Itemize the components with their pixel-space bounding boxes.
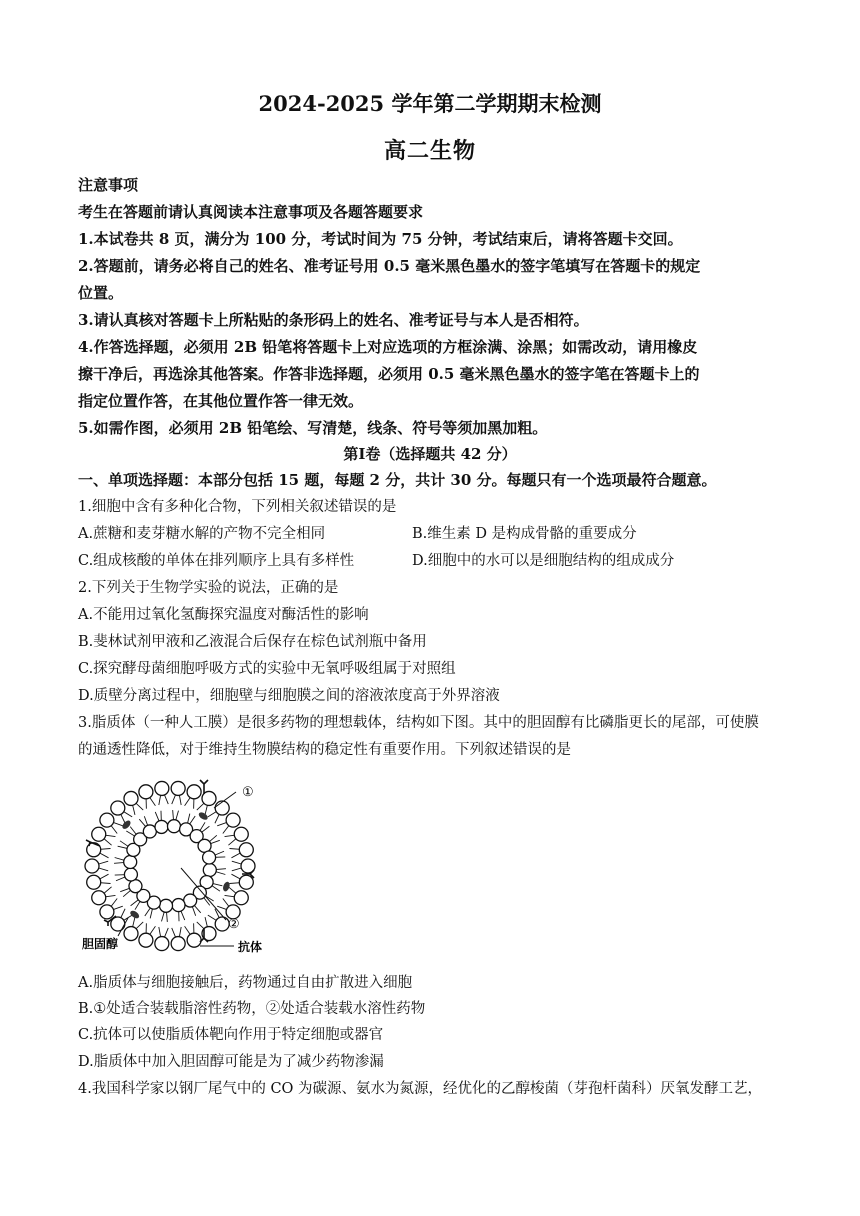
question-1-stem: 1.细胞中含有多种化合物，下列相关叙述错误的是 bbox=[78, 499, 397, 515]
notice-item: 5.如需作图，必须用 2B 铅笔绘、写清楚，线条、符号等须加黑加粗。 bbox=[78, 419, 548, 437]
phospholipid-head bbox=[124, 868, 137, 881]
phospholipid-head bbox=[239, 843, 253, 857]
exam-title: 2024-2025 学年第二学期期末检测 bbox=[258, 91, 602, 116]
phospholipid-head bbox=[171, 937, 185, 951]
notice-item: 指定位置作答，在其他位置作答一律无效。 bbox=[78, 392, 364, 410]
notice-intro: 考生在答题前请认真阅读本注意事项及各题答题要求 bbox=[78, 203, 424, 221]
notice-item: 位置。 bbox=[78, 284, 124, 302]
question-2-stem: 2.下列关于生物学实验的说法，正确的是 bbox=[78, 580, 339, 596]
phospholipid-head bbox=[172, 899, 185, 912]
phospholipid-head bbox=[100, 813, 114, 827]
antibody-label: 抗体 bbox=[238, 940, 263, 954]
question-3-stem-cont: 的通透性降低，对于维持生物膜结构的稳定性有重要作用。下列叙述错误的是 bbox=[78, 742, 571, 758]
notice-item: 2.答题前，请务必将自己的姓名、准考证号用 0.5 毫米黑色墨水的签字笔填写在答题卡的规定 bbox=[78, 257, 701, 275]
notice-heading: 注意事项 bbox=[78, 176, 139, 194]
q3-option-b: B.①处适合装载脂溶性药物，②处适合装载水溶性药物 bbox=[78, 1001, 426, 1017]
phospholipid-head bbox=[239, 875, 253, 889]
figure-label-1: ① bbox=[242, 785, 254, 800]
phospholipid-head bbox=[85, 859, 99, 873]
phospholipid-head bbox=[187, 933, 201, 947]
phospholipid-head bbox=[187, 785, 201, 799]
phospholipid-head bbox=[111, 801, 125, 815]
phospholipid-head bbox=[155, 937, 169, 951]
phospholipid-head bbox=[139, 785, 153, 799]
phospholipid-head bbox=[100, 905, 114, 919]
q2-option-c: C.探究酵母菌细胞呼吸方式的实验中无氧呼吸组属于对照组 bbox=[78, 661, 456, 677]
cholesterol-molecule bbox=[197, 811, 209, 822]
phospholipid-head bbox=[203, 863, 216, 876]
phospholipid-head bbox=[155, 820, 168, 833]
part-instructions: 一、单项选择题：本部分包括 15 题，每题 2 分，共计 30 分。每题只有一个选项最符合题意。 bbox=[78, 471, 717, 489]
phospholipid-head bbox=[234, 891, 248, 905]
phospholipid-head bbox=[92, 891, 106, 905]
phospholipid-head bbox=[92, 827, 106, 841]
phospholipid-head bbox=[124, 856, 137, 869]
q2-option-b: B.斐林试剂甲液和乙液混合后保存在棕色试剂瓶中备用 bbox=[78, 634, 427, 650]
exam-subject: 高二生物 bbox=[383, 138, 476, 164]
cholesterol-label: 胆固醇 bbox=[82, 937, 119, 951]
phospholipid-head bbox=[124, 927, 138, 941]
liposome-diagram bbox=[78, 770, 278, 970]
q3-option-c: C.抗体可以使脂质体靶向作用于特定细胞或器官 bbox=[78, 1027, 384, 1043]
notice-item: 4.作答选择题，必须用 2B 铅笔将答题卡上对应选项的方框涂满、涂黑；如需改动，请用橡皮 bbox=[78, 338, 698, 356]
phospholipid-head bbox=[171, 781, 185, 795]
phospholipid-head bbox=[87, 875, 101, 889]
question-3-stem: 3.脂质体（一种人工膜）是很多药物的理想载体，结构如下图。其中的胆固醇有比磷脂更长的尾部，可使膜 bbox=[78, 715, 759, 731]
notice-item: 擦干净后，再选涂其他答案。作答非选择题，必须用 0.5 毫米黑色墨水的签字笔在答题卡上的 bbox=[78, 365, 700, 383]
q2-option-a: A.不能用过氧化氢酶探究温度对酶活性的影响 bbox=[78, 607, 369, 623]
q3-option-a: A.脂质体与细胞接触后，药物通过自由扩散进入细胞 bbox=[78, 975, 413, 991]
q1-option-a: A.蔗糖和麦芽糖水解的产物不完全相同 bbox=[78, 526, 326, 542]
phospholipid-head bbox=[215, 801, 229, 815]
phospholipid-head bbox=[139, 933, 153, 947]
figure-label-2: ② bbox=[228, 917, 240, 932]
liposome-figure bbox=[78, 770, 278, 970]
phospholipid-head bbox=[234, 827, 248, 841]
phospholipid-head bbox=[160, 899, 173, 912]
question-4-stem: 4.我国科学家以钢厂尾气中的 CO 为碳源、氨水为氮源，经优化的乙醇梭菌（芽孢杆菌科）厌氧发酵工艺， bbox=[78, 1081, 763, 1097]
notice-item: 3.请认真核对答题卡上所粘贴的条形码上的姓名、准考证号与本人是否相符。 bbox=[78, 311, 589, 329]
q2-option-d: D.质壁分离过程中，细胞壁与细胞膜之间的溶液浓度高于外界溶液 bbox=[78, 688, 500, 704]
section-title: 第Ⅰ卷（选择题共 42 分） bbox=[343, 445, 517, 463]
cholesterol-molecule bbox=[222, 881, 231, 892]
phospholipid-head bbox=[167, 820, 180, 833]
q1-option-b: B.维生素 D 是构成骨骼的重要成分 bbox=[412, 526, 637, 542]
phospholipid-head bbox=[203, 851, 216, 864]
q1-option-c: C.组成核酸的单体在排列顺序上具有多样性 bbox=[78, 553, 355, 569]
q1-option-d: D.细胞中的水可以是细胞结构的组成成分 bbox=[412, 553, 675, 569]
q3-option-d: D.脂质体中加入胆固醇可能是为了减少药物渗漏 bbox=[78, 1054, 384, 1070]
phospholipid-head bbox=[124, 791, 138, 805]
phospholipid-head bbox=[226, 813, 240, 827]
phospholipid-head bbox=[155, 781, 169, 795]
cholesterol-molecule bbox=[121, 819, 132, 830]
notice-item: 1.本试卷共 8 页，满分为 100 分，考试时间为 75 分钟，考试结束后，请将答题卡交回。 bbox=[78, 230, 683, 248]
